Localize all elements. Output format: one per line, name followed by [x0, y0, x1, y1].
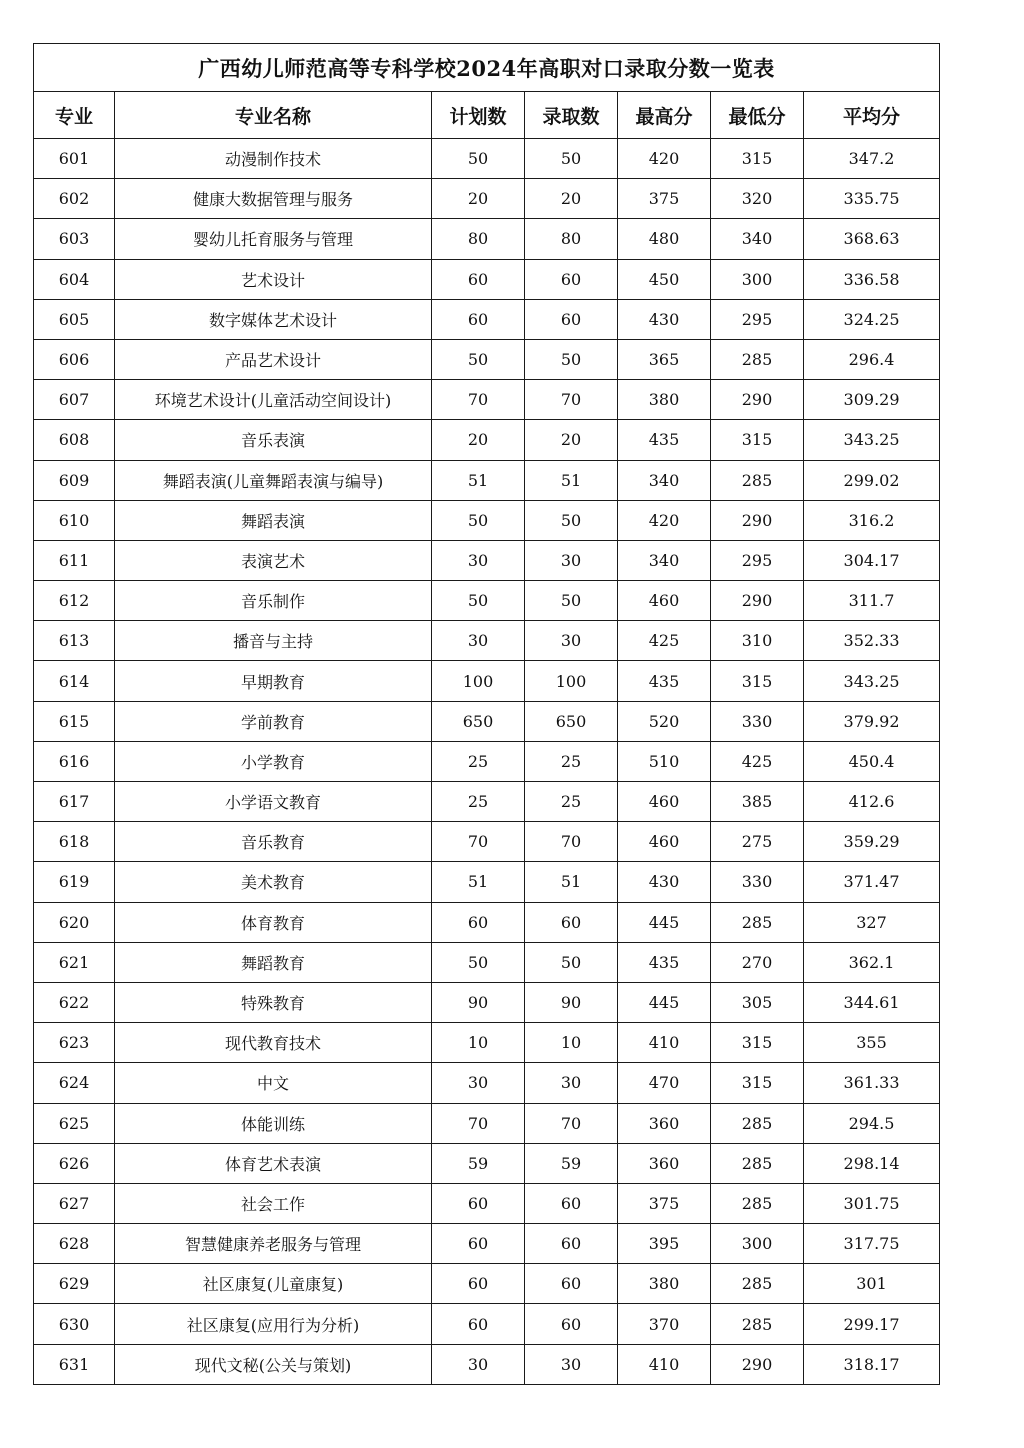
major-name-cell: 特殊教育: [115, 982, 432, 1022]
major-name-cell: 体能训练: [115, 1103, 432, 1143]
major-code-cell: 609: [34, 460, 115, 500]
table-row: [34, 782, 940, 822]
major-name-cell: 舞蹈表演(儿童舞蹈表演与编导): [115, 460, 432, 500]
lowest-score-cell: 285: [711, 1304, 804, 1344]
highest-score-cell: 425: [618, 621, 711, 661]
lowest-score-cell: 270: [711, 942, 804, 982]
average-score-cell: 298.14: [804, 1143, 940, 1183]
major-name-cell: 产品艺术设计: [115, 339, 432, 379]
table-row: [34, 500, 940, 540]
planned-count-cell: 60: [432, 1304, 525, 1344]
major-code-cell: 623: [34, 1023, 115, 1063]
major-code-cell: 607: [34, 380, 115, 420]
admitted-count-cell: 30: [525, 540, 618, 580]
planned-count-cell: 60: [432, 259, 525, 299]
lowest-score-cell: 295: [711, 540, 804, 580]
admitted-count-cell: 30: [525, 1063, 618, 1103]
lowest-score-cell: 315: [711, 1023, 804, 1063]
table-row: [34, 822, 940, 862]
major-name-cell: 音乐表演: [115, 420, 432, 460]
highest-score-cell: 470: [618, 1063, 711, 1103]
admitted-count-cell: 50: [525, 339, 618, 379]
admitted-count-cell: 25: [525, 741, 618, 781]
table-row: [34, 259, 940, 299]
table-row: [34, 299, 940, 339]
table-row: [34, 1224, 940, 1264]
average-score-cell: 355: [804, 1023, 940, 1063]
major-code-cell: 615: [34, 701, 115, 741]
lowest-score-cell: 285: [711, 1103, 804, 1143]
admitted-count-cell: 70: [525, 380, 618, 420]
admitted-count-cell: 30: [525, 621, 618, 661]
average-score-cell: 371.47: [804, 862, 940, 902]
major-name-cell: 艺术设计: [115, 259, 432, 299]
admitted-count-cell: 60: [525, 1224, 618, 1264]
major-code-cell: 619: [34, 862, 115, 902]
table-row: [34, 179, 940, 219]
table-row: [34, 1344, 940, 1384]
major-code-cell: 628: [34, 1224, 115, 1264]
table-row: [34, 621, 940, 661]
highest-score-cell: 450: [618, 259, 711, 299]
average-score-cell: 368.63: [804, 219, 940, 259]
lowest-score-cell: 285: [711, 1143, 804, 1183]
planned-count-cell: 30: [432, 621, 525, 661]
admitted-count-cell: 20: [525, 420, 618, 460]
major-name-cell: 体育教育: [115, 902, 432, 942]
planned-count-cell: 100: [432, 661, 525, 701]
average-score-cell: 294.5: [804, 1103, 940, 1143]
major-code-cell: 627: [34, 1183, 115, 1223]
average-score-cell: 352.33: [804, 621, 940, 661]
average-score-cell: 301: [804, 1264, 940, 1304]
major-code-cell: 616: [34, 741, 115, 781]
planned-count-cell: 90: [432, 982, 525, 1022]
highest-score-cell: 375: [618, 179, 711, 219]
admitted-count-cell: 60: [525, 1304, 618, 1344]
major-name-cell: 健康大数据管理与服务: [115, 179, 432, 219]
admitted-count-cell: 51: [525, 862, 618, 902]
admitted-count-cell: 51: [525, 460, 618, 500]
planned-count-cell: 51: [432, 862, 525, 902]
planned-count-cell: 20: [432, 179, 525, 219]
lowest-score-cell: 315: [711, 661, 804, 701]
table-body: [34, 139, 940, 1385]
major-code-cell: 612: [34, 581, 115, 621]
highest-score-cell: 480: [618, 219, 711, 259]
admitted-count-cell: 90: [525, 982, 618, 1022]
average-score-cell: 335.75: [804, 179, 940, 219]
admission-score-table: [33, 43, 940, 1385]
highest-score-cell: 375: [618, 1183, 711, 1223]
average-score-cell: 359.29: [804, 822, 940, 862]
planned-count-cell: 60: [432, 299, 525, 339]
admitted-count-cell: 59: [525, 1143, 618, 1183]
major-code-cell: 620: [34, 902, 115, 942]
major-name-cell: 表演艺术: [115, 540, 432, 580]
lowest-score-cell: 310: [711, 621, 804, 661]
header-major-name: 专业名称: [115, 92, 432, 139]
table-row: [34, 701, 940, 741]
major-code-cell: 631: [34, 1344, 115, 1384]
table-row: [34, 1023, 940, 1063]
lowest-score-cell: 300: [711, 259, 804, 299]
lowest-score-cell: 315: [711, 420, 804, 460]
major-code-cell: 608: [34, 420, 115, 460]
major-code-cell: 613: [34, 621, 115, 661]
admitted-count-cell: 70: [525, 822, 618, 862]
planned-count-cell: 60: [432, 1224, 525, 1264]
major-name-cell: 环境艺术设计(儿童活动空间设计): [115, 380, 432, 420]
admitted-count-cell: 650: [525, 701, 618, 741]
average-score-cell: 299.02: [804, 460, 940, 500]
major-code-cell: 618: [34, 822, 115, 862]
lowest-score-cell: 285: [711, 1264, 804, 1304]
header-lowest-score: 最低分: [711, 92, 804, 139]
major-name-cell: 动漫制作技术: [115, 139, 432, 179]
major-name-cell: 体育艺术表演: [115, 1143, 432, 1183]
average-score-cell: 311.7: [804, 581, 940, 621]
major-code-cell: 622: [34, 982, 115, 1022]
highest-score-cell: 430: [618, 862, 711, 902]
table-title-row: [34, 44, 940, 92]
major-name-cell: 音乐制作: [115, 581, 432, 621]
average-score-cell: 450.4: [804, 741, 940, 781]
major-name-cell: 舞蹈教育: [115, 942, 432, 982]
average-score-cell: 412.6: [804, 782, 940, 822]
average-score-cell: 324.25: [804, 299, 940, 339]
admitted-count-cell: 100: [525, 661, 618, 701]
lowest-score-cell: 330: [711, 862, 804, 902]
major-name-cell: 早期教育: [115, 661, 432, 701]
highest-score-cell: 380: [618, 380, 711, 420]
highest-score-cell: 460: [618, 782, 711, 822]
table-row: [34, 741, 940, 781]
major-name-cell: 美术教育: [115, 862, 432, 902]
admitted-count-cell: 60: [525, 1183, 618, 1223]
highest-score-cell: 380: [618, 1264, 711, 1304]
lowest-score-cell: 425: [711, 741, 804, 781]
table-header-row: [34, 92, 940, 139]
planned-count-cell: 70: [432, 822, 525, 862]
lowest-score-cell: 300: [711, 1224, 804, 1264]
planned-count-cell: 59: [432, 1143, 525, 1183]
major-code-cell: 611: [34, 540, 115, 580]
major-code-cell: 630: [34, 1304, 115, 1344]
highest-score-cell: 435: [618, 661, 711, 701]
planned-count-cell: 30: [432, 540, 525, 580]
highest-score-cell: 460: [618, 822, 711, 862]
header-admitted-count: 录取数: [525, 92, 618, 139]
average-score-cell: 309.29: [804, 380, 940, 420]
highest-score-cell: 360: [618, 1103, 711, 1143]
planned-count-cell: 650: [432, 701, 525, 741]
major-name-cell: 学前教育: [115, 701, 432, 741]
major-code-cell: 602: [34, 179, 115, 219]
table-row: [34, 1063, 940, 1103]
planned-count-cell: 70: [432, 1103, 525, 1143]
average-score-cell: 343.25: [804, 661, 940, 701]
header-average-score: 平均分: [804, 92, 940, 139]
planned-count-cell: 50: [432, 581, 525, 621]
major-name-cell: 音乐教育: [115, 822, 432, 862]
table-row: [34, 581, 940, 621]
major-name-cell: 播音与主持: [115, 621, 432, 661]
lowest-score-cell: 330: [711, 701, 804, 741]
table-row: [34, 1183, 940, 1223]
major-code-cell: 604: [34, 259, 115, 299]
average-score-cell: 362.1: [804, 942, 940, 982]
admitted-count-cell: 50: [525, 139, 618, 179]
table-row: [34, 460, 940, 500]
highest-score-cell: 420: [618, 139, 711, 179]
table-row: [34, 1264, 940, 1304]
major-name-cell: 小学教育: [115, 741, 432, 781]
major-code-cell: 603: [34, 219, 115, 259]
major-code-cell: 617: [34, 782, 115, 822]
lowest-score-cell: 315: [711, 1063, 804, 1103]
average-score-cell: 344.61: [804, 982, 940, 1022]
highest-score-cell: 395: [618, 1224, 711, 1264]
average-score-cell: 318.17: [804, 1344, 940, 1384]
table-row: [34, 420, 940, 460]
table-row: [34, 1304, 940, 1344]
major-name-cell: 舞蹈表演: [115, 500, 432, 540]
table-row: [34, 942, 940, 982]
planned-count-cell: 20: [432, 420, 525, 460]
major-name-cell: 智慧健康养老服务与管理: [115, 1224, 432, 1264]
highest-score-cell: 460: [618, 581, 711, 621]
table-row: [34, 661, 940, 701]
planned-count-cell: 30: [432, 1063, 525, 1103]
planned-count-cell: 80: [432, 219, 525, 259]
table-row: [34, 339, 940, 379]
average-score-cell: 304.17: [804, 540, 940, 580]
average-score-cell: 316.2: [804, 500, 940, 540]
major-code-cell: 610: [34, 500, 115, 540]
lowest-score-cell: 290: [711, 500, 804, 540]
major-name-cell: 现代教育技术: [115, 1023, 432, 1063]
highest-score-cell: 435: [618, 420, 711, 460]
lowest-score-cell: 290: [711, 1344, 804, 1384]
highest-score-cell: 420: [618, 500, 711, 540]
major-code-cell: 606: [34, 339, 115, 379]
highest-score-cell: 510: [618, 741, 711, 781]
major-name-cell: 婴幼儿托育服务与管理: [115, 219, 432, 259]
highest-score-cell: 365: [618, 339, 711, 379]
planned-count-cell: 10: [432, 1023, 525, 1063]
major-name-cell: 社区康复(儿童康复): [115, 1264, 432, 1304]
admitted-count-cell: 50: [525, 942, 618, 982]
average-score-cell: 347.2: [804, 139, 940, 179]
average-score-cell: 327: [804, 902, 940, 942]
lowest-score-cell: 290: [711, 380, 804, 420]
average-score-cell: 299.17: [804, 1304, 940, 1344]
planned-count-cell: 25: [432, 782, 525, 822]
major-name-cell: 中文: [115, 1063, 432, 1103]
admitted-count-cell: 80: [525, 219, 618, 259]
planned-count-cell: 50: [432, 942, 525, 982]
table-row: [34, 380, 940, 420]
major-code-cell: 614: [34, 661, 115, 701]
admitted-count-cell: 30: [525, 1344, 618, 1384]
major-name-cell: 数字媒体艺术设计: [115, 299, 432, 339]
highest-score-cell: 445: [618, 982, 711, 1022]
admitted-count-cell: 50: [525, 500, 618, 540]
planned-count-cell: 50: [432, 339, 525, 379]
table-row: [34, 139, 940, 179]
table-row: [34, 1143, 940, 1183]
highest-score-cell: 360: [618, 1143, 711, 1183]
table-row: [34, 219, 940, 259]
planned-count-cell: 60: [432, 1264, 525, 1304]
highest-score-cell: 410: [618, 1023, 711, 1063]
major-code-cell: 625: [34, 1103, 115, 1143]
admitted-count-cell: 20: [525, 179, 618, 219]
major-code-cell: 626: [34, 1143, 115, 1183]
average-score-cell: 296.4: [804, 339, 940, 379]
lowest-score-cell: 290: [711, 581, 804, 621]
table-row: [34, 862, 940, 902]
highest-score-cell: 445: [618, 902, 711, 942]
major-code-cell: 629: [34, 1264, 115, 1304]
average-score-cell: 379.92: [804, 701, 940, 741]
table-row: [34, 982, 940, 1022]
major-name-cell: 社区康复(应用行为分析): [115, 1304, 432, 1344]
major-name-cell: 现代文秘(公关与策划): [115, 1344, 432, 1384]
admitted-count-cell: 50: [525, 581, 618, 621]
table-row: [34, 540, 940, 580]
lowest-score-cell: 315: [711, 139, 804, 179]
table-row: [34, 902, 940, 942]
table-row: [34, 1103, 940, 1143]
highest-score-cell: 520: [618, 701, 711, 741]
highest-score-cell: 430: [618, 299, 711, 339]
planned-count-cell: 30: [432, 1344, 525, 1384]
planned-count-cell: 50: [432, 500, 525, 540]
lowest-score-cell: 285: [711, 339, 804, 379]
admitted-count-cell: 60: [525, 902, 618, 942]
lowest-score-cell: 340: [711, 219, 804, 259]
average-score-cell: 343.25: [804, 420, 940, 460]
admitted-count-cell: 60: [525, 259, 618, 299]
average-score-cell: 361.33: [804, 1063, 940, 1103]
major-name-cell: 小学语文教育: [115, 782, 432, 822]
planned-count-cell: 51: [432, 460, 525, 500]
planned-count-cell: 25: [432, 741, 525, 781]
major-code-cell: 605: [34, 299, 115, 339]
header-highest-score: 最高分: [618, 92, 711, 139]
lowest-score-cell: 285: [711, 460, 804, 500]
table-title: 广西幼儿师范高等专科学校2024年高职对口录取分数一览表: [34, 44, 940, 92]
lowest-score-cell: 275: [711, 822, 804, 862]
major-name-cell: 社会工作: [115, 1183, 432, 1223]
highest-score-cell: 340: [618, 540, 711, 580]
lowest-score-cell: 305: [711, 982, 804, 1022]
admitted-count-cell: 25: [525, 782, 618, 822]
planned-count-cell: 50: [432, 139, 525, 179]
admitted-count-cell: 70: [525, 1103, 618, 1143]
header-planned-count: 计划数: [432, 92, 525, 139]
header-major-code: 专业: [34, 92, 115, 139]
average-score-cell: 336.58: [804, 259, 940, 299]
lowest-score-cell: 320: [711, 179, 804, 219]
major-code-cell: 621: [34, 942, 115, 982]
average-score-cell: 301.75: [804, 1183, 940, 1223]
highest-score-cell: 410: [618, 1344, 711, 1384]
lowest-score-cell: 385: [711, 782, 804, 822]
average-score-cell: 317.75: [804, 1224, 940, 1264]
lowest-score-cell: 285: [711, 902, 804, 942]
highest-score-cell: 435: [618, 942, 711, 982]
lowest-score-cell: 295: [711, 299, 804, 339]
admitted-count-cell: 60: [525, 299, 618, 339]
lowest-score-cell: 285: [711, 1183, 804, 1223]
admitted-count-cell: 10: [525, 1023, 618, 1063]
major-code-cell: 601: [34, 139, 115, 179]
planned-count-cell: 70: [432, 380, 525, 420]
planned-count-cell: 60: [432, 1183, 525, 1223]
admitted-count-cell: 60: [525, 1264, 618, 1304]
major-code-cell: 624: [34, 1063, 115, 1103]
planned-count-cell: 60: [432, 902, 525, 942]
highest-score-cell: 340: [618, 460, 711, 500]
highest-score-cell: 370: [618, 1304, 711, 1344]
